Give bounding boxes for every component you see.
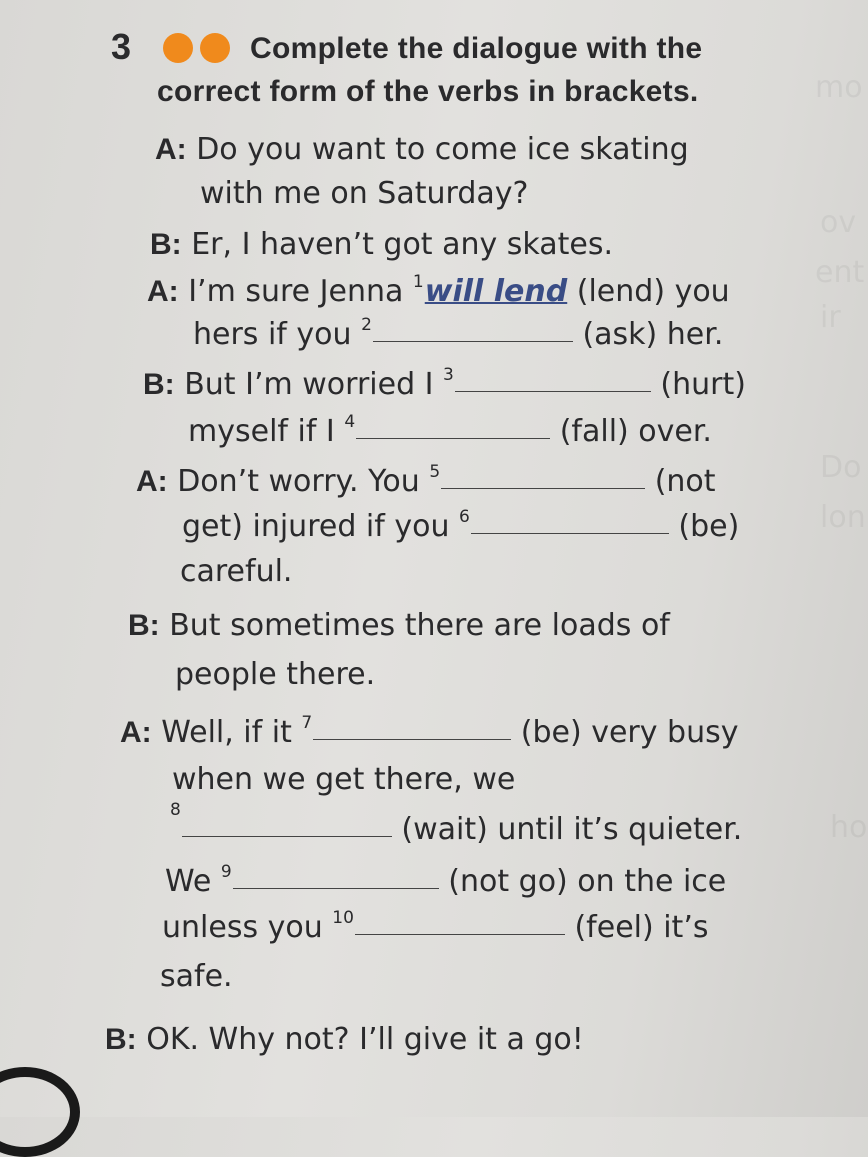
line-text: with me on Saturday? — [200, 176, 529, 211]
speaker-label: A: — [147, 275, 179, 308]
line-text: (feel) it’s — [574, 910, 709, 945]
line-text: Well, if it — [161, 715, 302, 750]
line-text: when we get there, we — [172, 762, 516, 797]
dialogue-line — [160, 957, 233, 997]
line-text: I’m sure Jenna — [188, 274, 413, 309]
example-answer: will lend — [424, 274, 568, 309]
dialogue-line — [150, 225, 613, 265]
line-text: (be) very busy — [520, 715, 739, 750]
gap-number: 7 — [301, 713, 313, 733]
gap-number: 8 — [170, 800, 181, 820]
dialogue-line — [143, 365, 746, 405]
line-text: Don’t worry. You — [177, 464, 430, 499]
answer-blank[interactable] — [455, 373, 651, 392]
line-text: (fall) over. — [559, 414, 712, 449]
dialogue-line — [200, 174, 528, 214]
speaker-label: B: — [105, 1023, 137, 1056]
line-text: (hurt) — [660, 367, 746, 402]
difficulty-dot-1 — [163, 33, 193, 63]
speaker-label: B: — [128, 609, 160, 642]
speaker-label: A: — [120, 716, 152, 749]
gap-number: 4 — [344, 412, 356, 432]
dialogue-line — [105, 1020, 584, 1060]
dialogue-line — [136, 462, 716, 502]
line-text: (be) — [678, 509, 740, 544]
line-text: But sometimes there are loads of — [169, 608, 670, 643]
answer-blank[interactable] — [313, 721, 511, 740]
gap-number: 9 — [220, 862, 232, 882]
dialogue-line — [170, 800, 743, 850]
line-text: Do you want to come ice skating — [196, 132, 689, 167]
gap-number: 10 — [332, 908, 354, 928]
exercise-number: 3 — [111, 26, 132, 67]
line-text: myself if I — [188, 414, 345, 449]
photo-corner-shadow — [0, 1067, 80, 1157]
dialogue-line — [182, 507, 739, 547]
line-text: safe. — [160, 959, 233, 994]
dialogue-line — [162, 908, 709, 948]
line-text: (wait) until it’s quieter. — [401, 812, 743, 847]
instruction-line-2: correct form of the verbs in brackets. — [157, 75, 699, 108]
line-text: Er, I haven’t got any skates. — [191, 227, 614, 262]
gap-number: 5 — [429, 462, 441, 482]
speaker-label: A: — [155, 133, 187, 166]
answer-blank[interactable] — [441, 470, 645, 489]
dialogue-line — [120, 713, 738, 753]
speaker-label: B: — [143, 368, 175, 401]
line-text: careful. — [180, 554, 293, 589]
dialogue-line — [175, 655, 375, 695]
dialogue-line — [155, 130, 689, 170]
line-text: But I’m worried I — [184, 367, 444, 402]
speaker-label: B: — [150, 228, 182, 261]
dialogue-line — [147, 272, 730, 312]
dialogue-line — [180, 552, 292, 592]
line-text: (not — [654, 464, 716, 499]
gap-number: 3 — [443, 365, 454, 385]
line-text: (not go) on the ice — [448, 864, 727, 899]
dialogue-line — [172, 760, 515, 800]
line-text: people there. — [175, 657, 376, 692]
line-text: (lend) you — [567, 274, 730, 309]
line-text: hers if you — [193, 317, 362, 352]
speaker-label: A: — [136, 465, 168, 498]
answer-blank[interactable] — [182, 818, 392, 837]
instruction-line-1: Complete the dialogue with the — [250, 32, 703, 65]
line-text: (ask) her. — [582, 317, 724, 352]
answer-blank[interactable] — [373, 323, 573, 342]
answer-blank[interactable] — [471, 515, 669, 534]
dialogue-line — [128, 606, 670, 646]
line-text: OK. Why not? I’ll give it a go! — [146, 1022, 584, 1057]
answer-blank[interactable] — [233, 870, 439, 889]
dialogue-line — [165, 862, 726, 902]
line-text: We — [165, 864, 221, 899]
answer-blank[interactable] — [355, 916, 565, 935]
line-text: get) injured if you — [182, 509, 460, 544]
gap-number: 2 — [361, 315, 372, 335]
answer-blank[interactable] — [356, 420, 550, 439]
gap-number: 1 — [412, 272, 424, 292]
line-text: unless you — [162, 910, 333, 945]
difficulty-dot-2 — [200, 33, 230, 63]
gap-number: 6 — [459, 507, 470, 527]
dialogue-line — [193, 315, 723, 355]
dialogue-line — [188, 412, 712, 452]
